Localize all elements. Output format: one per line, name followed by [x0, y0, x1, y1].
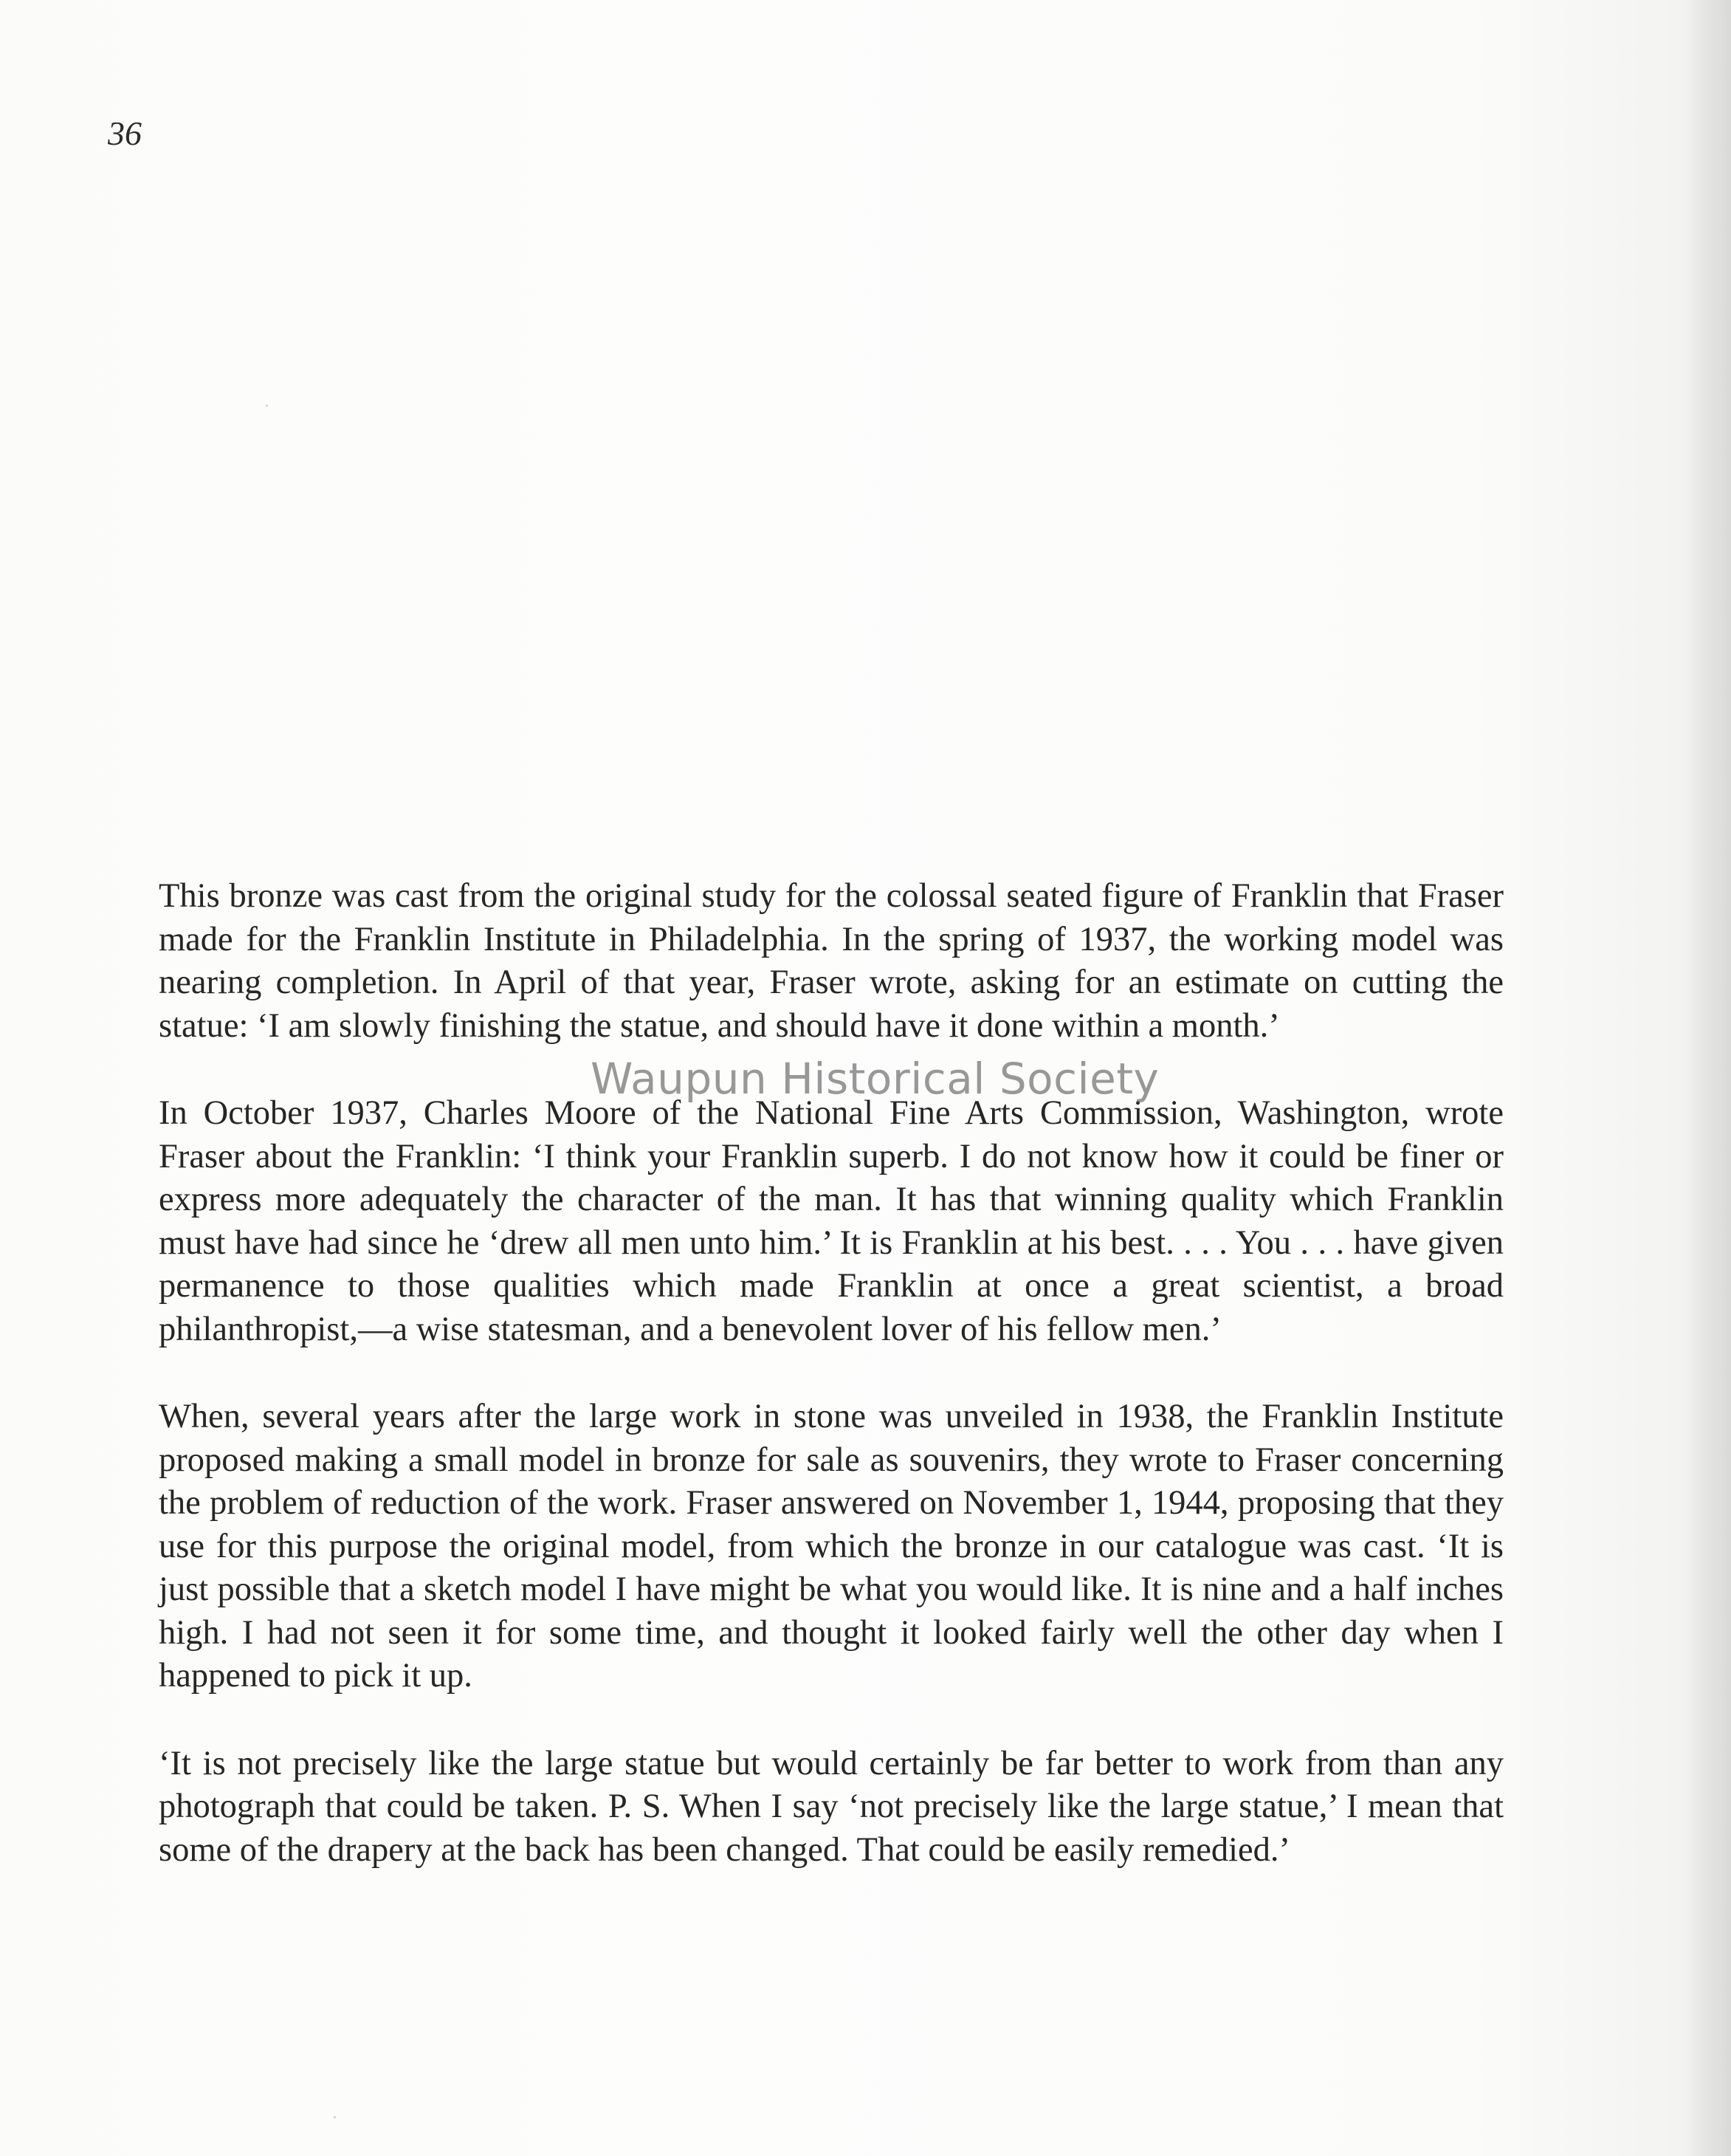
paragraph-postscript: ‘It is not precisely like the large statue but would certainly be far better to work from than any photograph that could be taken. P. S. When I say ‘not precisely like the large statue,’ I mean that some of the drapery at the back has been changed. That could be easily remedied.’: [159, 1744, 1504, 1869]
page-binding-edge: [1687, 0, 1731, 2156]
watermark: Waupun Historical Society: [591, 1054, 1160, 1104]
paragraph-moore-letter: In October 1937, Charles Moore of the National Fine Arts Commission, Washington, wrote Fraser about the Franklin: ‘I think your Franklin superb. I do not know how it could be finer or express more adequately the character of the man. It has that winning quality which Franklin must have had since he ‘drew all men unto him.’ It is Franklin at his best. . . . You . . . have given permanence to those qualities which made Franklin at once a great scientist, a broad philanthropist,—a wise statesman, and a benevolent lover of his fellow men.’: [159, 1094, 1504, 1348]
paper-speck: [266, 405, 268, 407]
page-number: 36: [108, 114, 142, 152]
paper-speck: [334, 2116, 336, 2118]
paragraph-reduction-request: When, several years after the large work in stone was unveiled in 1938, the Franklin Institute proposed making a small model in bronze for sale as souvenirs, they wrote to Fraser concerning the problem of reduction of the work. Fraser answered on November 1, 1944, proposing that they use for this purpose the original model, from which the bronze in our catalogue was cast. ‘It is just possible that a sketch model I have might be what you would like. It is nine and a half inches high. I had not seen it for some time, and thought it looked fairly well the other day when I happened to pick it up.: [159, 1398, 1504, 1695]
paragraph-bronze-cast: This bronze was cast from the original study for the colossal seated figure of Franklin that Fraser made for the Franklin Institute in Philadelphia. In the spring of 1937, the working model was nearing completion. In April of that year, Fraser wrote, asking for an estimate on cutting the statue: ‘I am slowly finishing the statue, and should have it done within a month.’: [159, 877, 1504, 1045]
body-text: [159, 875, 1504, 1872]
